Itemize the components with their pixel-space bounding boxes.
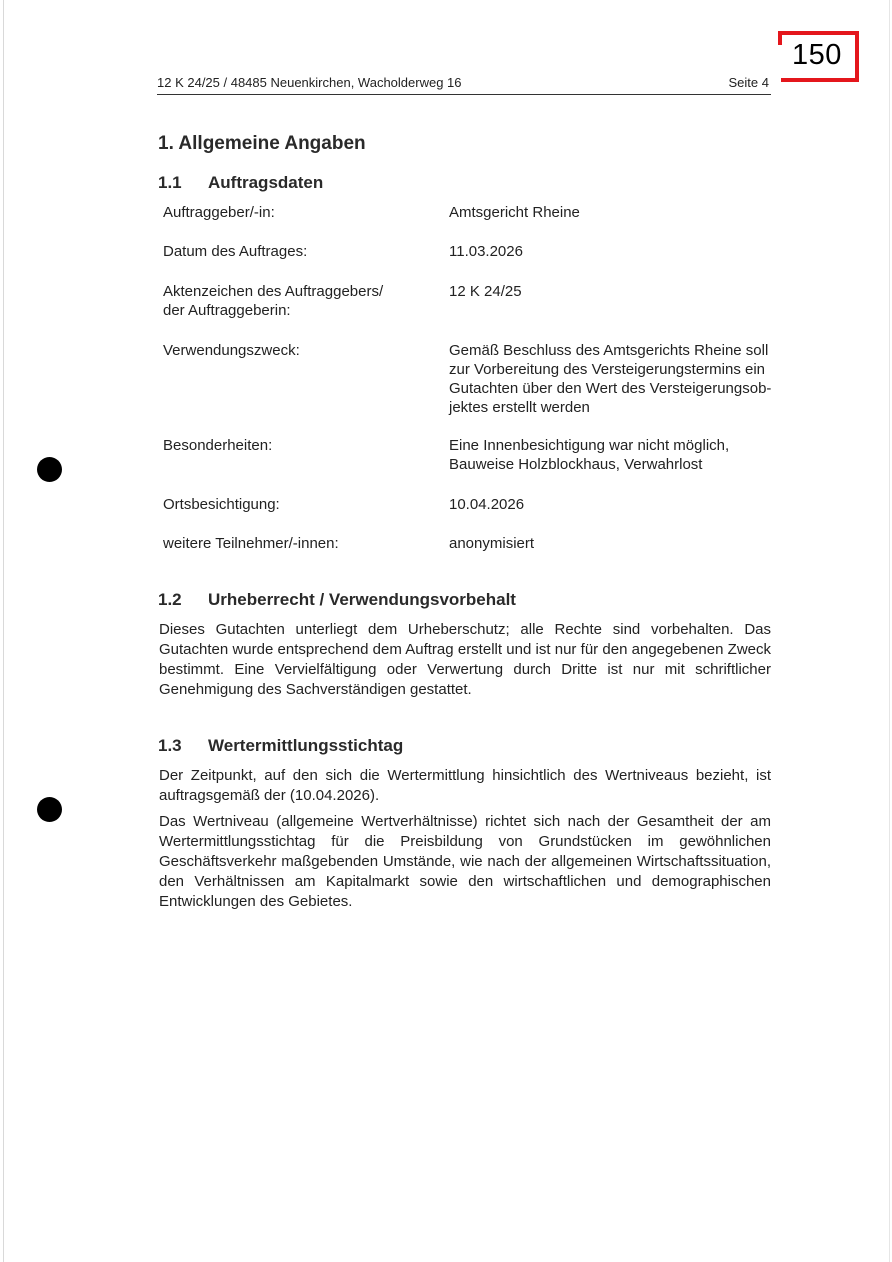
- field-label-site-visit: Ortsbesichtigung:: [163, 496, 280, 513]
- section-1-heading: 1. Allgemeine Angaben: [158, 133, 366, 154]
- section-title: Wertermittlungsstichtag: [208, 736, 404, 755]
- field-value-special-notes: [449, 436, 804, 474]
- field-label-line: der Auftraggeberin:: [163, 302, 291, 319]
- field-value-order-date: 11.03.2026: [449, 243, 523, 260]
- section-1-2-heading: [158, 590, 516, 610]
- section-number: 1.1: [158, 173, 182, 192]
- value-level-paragraph: Das Wertniveau (allgemeine Wertverhältnisse) richtet sich nach der Gesamtheit der am Wertermittlungsstichtag für die Preisbildung von Grundstücken im gewöhnlichen Geschäftsverkehr maßgebenden Umstände, wie nach der allgemeinen Wirtschaftssituation, den Verhältnissen am Kapitalmarkt sowie den wirtschaftlichen und demographischen Entwicklungen des Gebietes.: [159, 813, 771, 910]
- header-page-number: Seite 4: [728, 75, 769, 90]
- field-value-site-visit: 10.04.2026: [449, 496, 525, 513]
- value-line: Eine Innenbesichtigung war nicht möglich,: [449, 437, 730, 454]
- value-line: jektes erstellt werden: [449, 399, 590, 416]
- value-line: zur Vorbereitung des Versteigerungstermins ein: [449, 361, 766, 378]
- valuation-date-paragraph: Der Zeitpunkt, auf den sich die Wertermittlung hinsichtlich des Wertniveaus bezieht, ist auftragsgemäß der (10.04.2026).: [159, 767, 771, 804]
- field-value-participants: anonymisiert: [449, 535, 535, 552]
- punch-hole: [37, 797, 62, 822]
- field-label-line: Aktenzeichen des Auftraggebers/: [163, 283, 384, 300]
- copyright-paragraph: Dieses Gutachten unterliegt dem Urheberschutz; alle Rechte sind vorbehalten. Das Gutachten wurde entsprechend dem Auftrag erstellt und ist nur für den angegebenen Zweck bestimmt. Eine Vervielfältigung oder Verwertung durch Dritte ist nur mit schriftlicher Genehmigung des Sachverständigen gestattet.: [159, 621, 771, 698]
- page-number-stamp: [782, 31, 859, 78]
- section-title: Urheberrecht / Verwendungsvorbehalt: [208, 590, 516, 609]
- field-label-special-notes: Besonderheiten:: [163, 437, 273, 454]
- field-label-order-date: Datum des Auftrages:: [163, 243, 308, 260]
- section-1-1-heading: [158, 173, 323, 193]
- field-label-case-number: [163, 282, 383, 320]
- field-label-purpose: Verwendungszweck:: [163, 342, 300, 359]
- page-number-stamp-value: 150: [792, 39, 842, 71]
- section-number: 1.2: [158, 590, 182, 609]
- section-title: Auftragsdaten: [208, 173, 324, 192]
- value-line: Gutachten über den Wert des Versteigerungsob-: [449, 380, 772, 397]
- field-value-purpose: [449, 341, 804, 417]
- field-label-participants: weitere Teilnehmer/-innen:: [163, 535, 339, 552]
- section-number: 1.3: [158, 736, 182, 755]
- running-header: [157, 74, 771, 95]
- page-edge-right: [889, 0, 890, 1262]
- field-value-client: Amtsgericht Rheine: [449, 204, 580, 221]
- section-1-3-heading: [158, 736, 403, 756]
- field-value-case-number: 12 K 24/25: [449, 283, 522, 300]
- punch-hole: [37, 457, 62, 482]
- value-line: Gemäß Beschluss des Amtsgerichts Rheine soll: [449, 342, 769, 359]
- value-line: Bauweise Holzblockhaus, Verwahrlost: [449, 456, 703, 473]
- header-reference: 12 K 24/25 / 48485 Neuenkirchen, Wacholderweg 16: [157, 75, 462, 90]
- field-label-client: Auftraggeber/-in:: [163, 204, 275, 221]
- page-edge: [3, 0, 4, 1262]
